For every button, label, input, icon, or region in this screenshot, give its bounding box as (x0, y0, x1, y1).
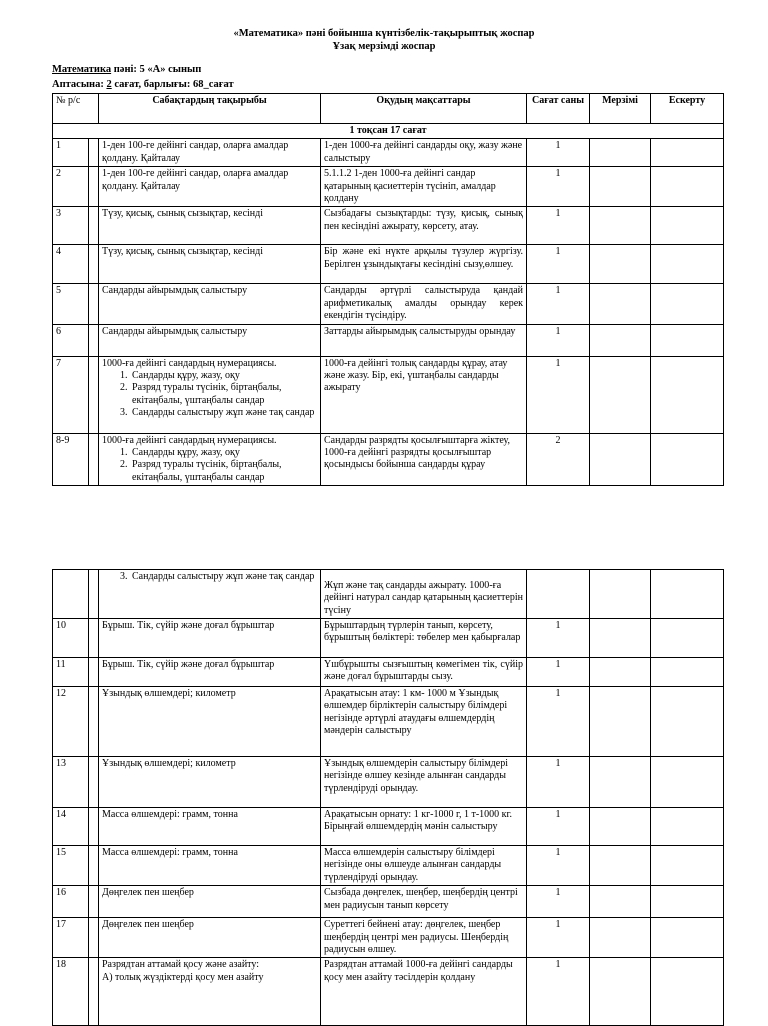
row-topic-heading: 1000-ға дейінгі сандардың нумерациясы. (102, 434, 277, 446)
row-number: 4 (53, 245, 89, 284)
table-row (53, 658, 724, 687)
table-row (53, 245, 724, 284)
table-row (53, 433, 724, 486)
table-row (53, 808, 724, 846)
col-header-number: № р/с (53, 94, 99, 124)
table-row (53, 139, 724, 167)
row-goal: Разрядтан аттамай 1000-ға дейінгі сандарды қосу мен азайту тәсілдерін қолдану (321, 958, 527, 1026)
row-topic: Бұрыш. Тік, сүйір және доғал бұрыштар (99, 619, 321, 658)
table-row (53, 757, 724, 808)
weekly-hours-value: 2 (106, 79, 112, 90)
row-topic: Ұзындық өлшемдері; километр (99, 687, 321, 757)
row-topic: 1-ден 100-ге дейінгі сандар, оларға амалдар қолдану. Қайталау (99, 139, 321, 167)
row-hours: 1 (527, 958, 590, 1026)
row-number: 15 (53, 846, 89, 886)
table-row (53, 846, 724, 886)
col-header-hours: Сағат саны (527, 94, 590, 124)
document-title: «Математика» пәні бойынша күнтізбелік-тақырыптық жоспар (233, 28, 535, 39)
table-header-row (53, 94, 724, 124)
row-goal: Бұрыштардың түрлерін танып, көрсету, бұрыштың бөліктері: төбелер мен қабырғалар (321, 619, 527, 658)
subject-line (52, 64, 201, 75)
table-row (53, 284, 724, 324)
quarter-label: 1 тоқсан 17 сағат (53, 124, 724, 139)
document-subtitle: Ұзақ мерзімді жоспар (332, 41, 436, 52)
row-number: 18 (53, 958, 89, 1026)
row-number: 8-9 (53, 433, 89, 486)
list-item: 2. Разряд туралы түсінік, біртаңбалы, екітаңбалы, үштаңбалы сандар (130, 459, 317, 484)
plan-table-page1 (52, 93, 724, 486)
table-row (53, 918, 724, 958)
row-goal: Суреттегі бейнені атау: дөңгелек, шеңбер шеңбердің центрі мен радиусы. Шеңбердің радиусын өлшеу. (321, 918, 527, 958)
table-row (53, 619, 724, 658)
row-goal: Сызбада дөңгелек, шеңбер, шеңбердің центрі мен радиусын танып көрсету (321, 886, 527, 918)
row-number: 5 (53, 284, 89, 324)
table-row (53, 886, 724, 918)
quarter-row (53, 124, 724, 139)
row-number: 3 (53, 207, 89, 245)
row-topic-heading: 1000-ға дейінгі сандардың нумерациясы. (102, 357, 277, 369)
row-number: 11 (53, 658, 89, 687)
row-topic: 1-ден 100-ге дейінгі сандар, оларға амалдар қолдану. Қайталау (99, 167, 321, 207)
row-goal: Сандарды әртүрлі салыстыруда қандай арифметикалық амалды орындау керек екендігін түсіндіру. (321, 284, 527, 324)
row-hours: 1 (527, 658, 590, 687)
row-topic: Түзу, қисық, сынық сызықтар, кесінді (99, 207, 321, 245)
row-goal: Арақатысын орнату: 1 кг-1000 г, 1 т-1000 кг. Бірыңғай өлшемдердің мәнін салыстыру (321, 808, 527, 846)
row-number: 10 (53, 619, 89, 658)
list-item: 3. Сандарды салыстыру жұп және тақ сандар (130, 571, 317, 583)
col-header-note: Ескерту (651, 94, 724, 124)
row-topic-list (102, 370, 317, 420)
row-topic: Сандарды айырымдық салыстыру (99, 284, 321, 324)
row-topic: Дөңгелек пен шеңбер (99, 886, 321, 918)
weekly-rest: сағат, барлығы: 68_сағат (111, 79, 234, 90)
row-topic-list (102, 571, 317, 583)
row-goal: Сандарды разрядты қосылғыштарға жіктеу, 1000-ға дейінгі разрядты қосылғыштар қосындысы бойынша сандарды құрау (321, 433, 527, 486)
row-number: 1 (53, 139, 89, 167)
subject-word: Математика (52, 64, 112, 75)
col-header-goal: Оқудың мақсаттары (321, 94, 527, 124)
row-number: 16 (53, 886, 89, 918)
row-goal: 5.1.1.2 1-ден 1000-ға дейінгі сандар қатарының қасиеттерін түсініп, амалдар қолдану (321, 167, 527, 207)
row-number: 13 (53, 757, 89, 808)
row-number: 12 (53, 687, 89, 757)
list-item: 2. Разряд туралы түсінік, біртаңбалы, екітаңбалы, үштаңбалы сандар (130, 382, 317, 407)
list-item: 1. Сандарды құру, жазу, оқу (130, 370, 317, 382)
row-number: 7 (53, 356, 89, 433)
row-number: 17 (53, 918, 89, 958)
row-topic: Ұзындық өлшемдері; километр (99, 757, 321, 808)
row-topic: Сандарды айырымдық салыстыру (99, 324, 321, 356)
row-goal: 1-ден 1000-ға дейінгі сандарды оқу, жазу және салыстыру (321, 139, 527, 167)
row-hours: 1 (527, 846, 590, 886)
table-row (53, 207, 724, 245)
col-header-date: Мерзімі (590, 94, 651, 124)
row-goal: Ұзындық өлшемдерін салыстыру білімдері негізінде өлшеу кезінде алынған сандарды түрлендіруді орындау. (321, 757, 527, 808)
row-number: 2 (53, 167, 89, 207)
row-hours: 1 (527, 619, 590, 658)
row-topic-list (102, 447, 317, 484)
row-hours: 1 (527, 918, 590, 958)
table-row (53, 167, 724, 207)
list-item: 1. Сандарды құру, жазу, оқу (130, 447, 317, 459)
subject-rest: пәні: 5 «А» сынып (111, 64, 202, 75)
row-goal: Арақатысын атау: 1 км- 1000 м Ұзындық өлшемдер бірліктерін салыстыру білімдері негізінде әртүрлі атаудағы өлшемдердің мәндерін салыстыру (321, 687, 527, 757)
row-goal: Масса өлшемдерін салыстыру білімдері негізінде оны өлшеуде алынған сандарды түрлендіруді орындау. (321, 846, 527, 886)
row-topic (99, 433, 321, 486)
row-topic: Масса өлшемдері: грамм, тонна (99, 808, 321, 846)
row-hours: 2 (527, 433, 590, 486)
row-goal: Үшбұрышты сызғыштың көмегімен тік, сүйір және доғал бұрыштарды сызу. (321, 658, 527, 687)
col-header-topic: Сабақтардың тақырыбы (99, 94, 321, 124)
row-hours: 1 (527, 284, 590, 324)
plan-table-page2 (52, 569, 724, 1026)
row-hours: 1 (527, 757, 590, 808)
row-goal: Сызбадағы сызықтарды: түзу, қисық, сынық пен кесіндіні ажырату, көрсету, атау. (321, 207, 527, 245)
row-hours: 1 (527, 139, 590, 167)
weekly-hours-line (52, 79, 234, 90)
row-topic: Түзу, қисық, сынық сызықтар, кесінді (99, 245, 321, 284)
table-row (53, 687, 724, 757)
table-row (53, 958, 724, 1026)
row-topic: Разрядтан аттамай қосу және азайту: А) толық жүздіктерді қосу мен азайту (99, 958, 321, 1026)
row-hours: 1 (527, 356, 590, 433)
table-row (53, 356, 724, 433)
row-number: 14 (53, 808, 89, 846)
weekly-prefix: Аптасына: (52, 79, 107, 90)
row-hours: 1 (527, 245, 590, 284)
row-goal: Бір және екі нүкте арқылы түзулер жүргізу. Берілген ұзындықтағы кесіндіні сызу,өлшеу. (321, 245, 527, 284)
row-number: 6 (53, 324, 89, 356)
row-goal: Заттарды айырымдық салыстыруды орындау (321, 324, 527, 356)
row-goal: Жұп және тақ сандарды ажырату. 1000-ға дейінгі натурал сандар қатарының қасиеттерін түсіну (321, 570, 527, 619)
row-hours: 1 (527, 207, 590, 245)
row-goal: 1000-ға дейінгі толық сандарды құрау, атау және жазу. Бір, екі, үштаңбалы сандарды ажырату (321, 356, 527, 433)
row-hours: 1 (527, 886, 590, 918)
list-item: 3. Сандарды салыстыру жұп және тақ сандар (130, 407, 317, 419)
row-topic (99, 356, 321, 433)
row-topic: Масса өлшемдері: грамм, тонна (99, 846, 321, 886)
row-hours: 1 (527, 687, 590, 757)
table-row-continued (53, 570, 724, 619)
row-hours: 1 (527, 167, 590, 207)
table-row (53, 324, 724, 356)
row-hours: 1 (527, 808, 590, 846)
row-topic (99, 570, 321, 619)
row-hours: 1 (527, 324, 590, 356)
row-topic: Дөңгелек пен шеңбер (99, 918, 321, 958)
row-topic: Бұрыш. Тік, сүйір және доғал бұрыштар (99, 658, 321, 687)
